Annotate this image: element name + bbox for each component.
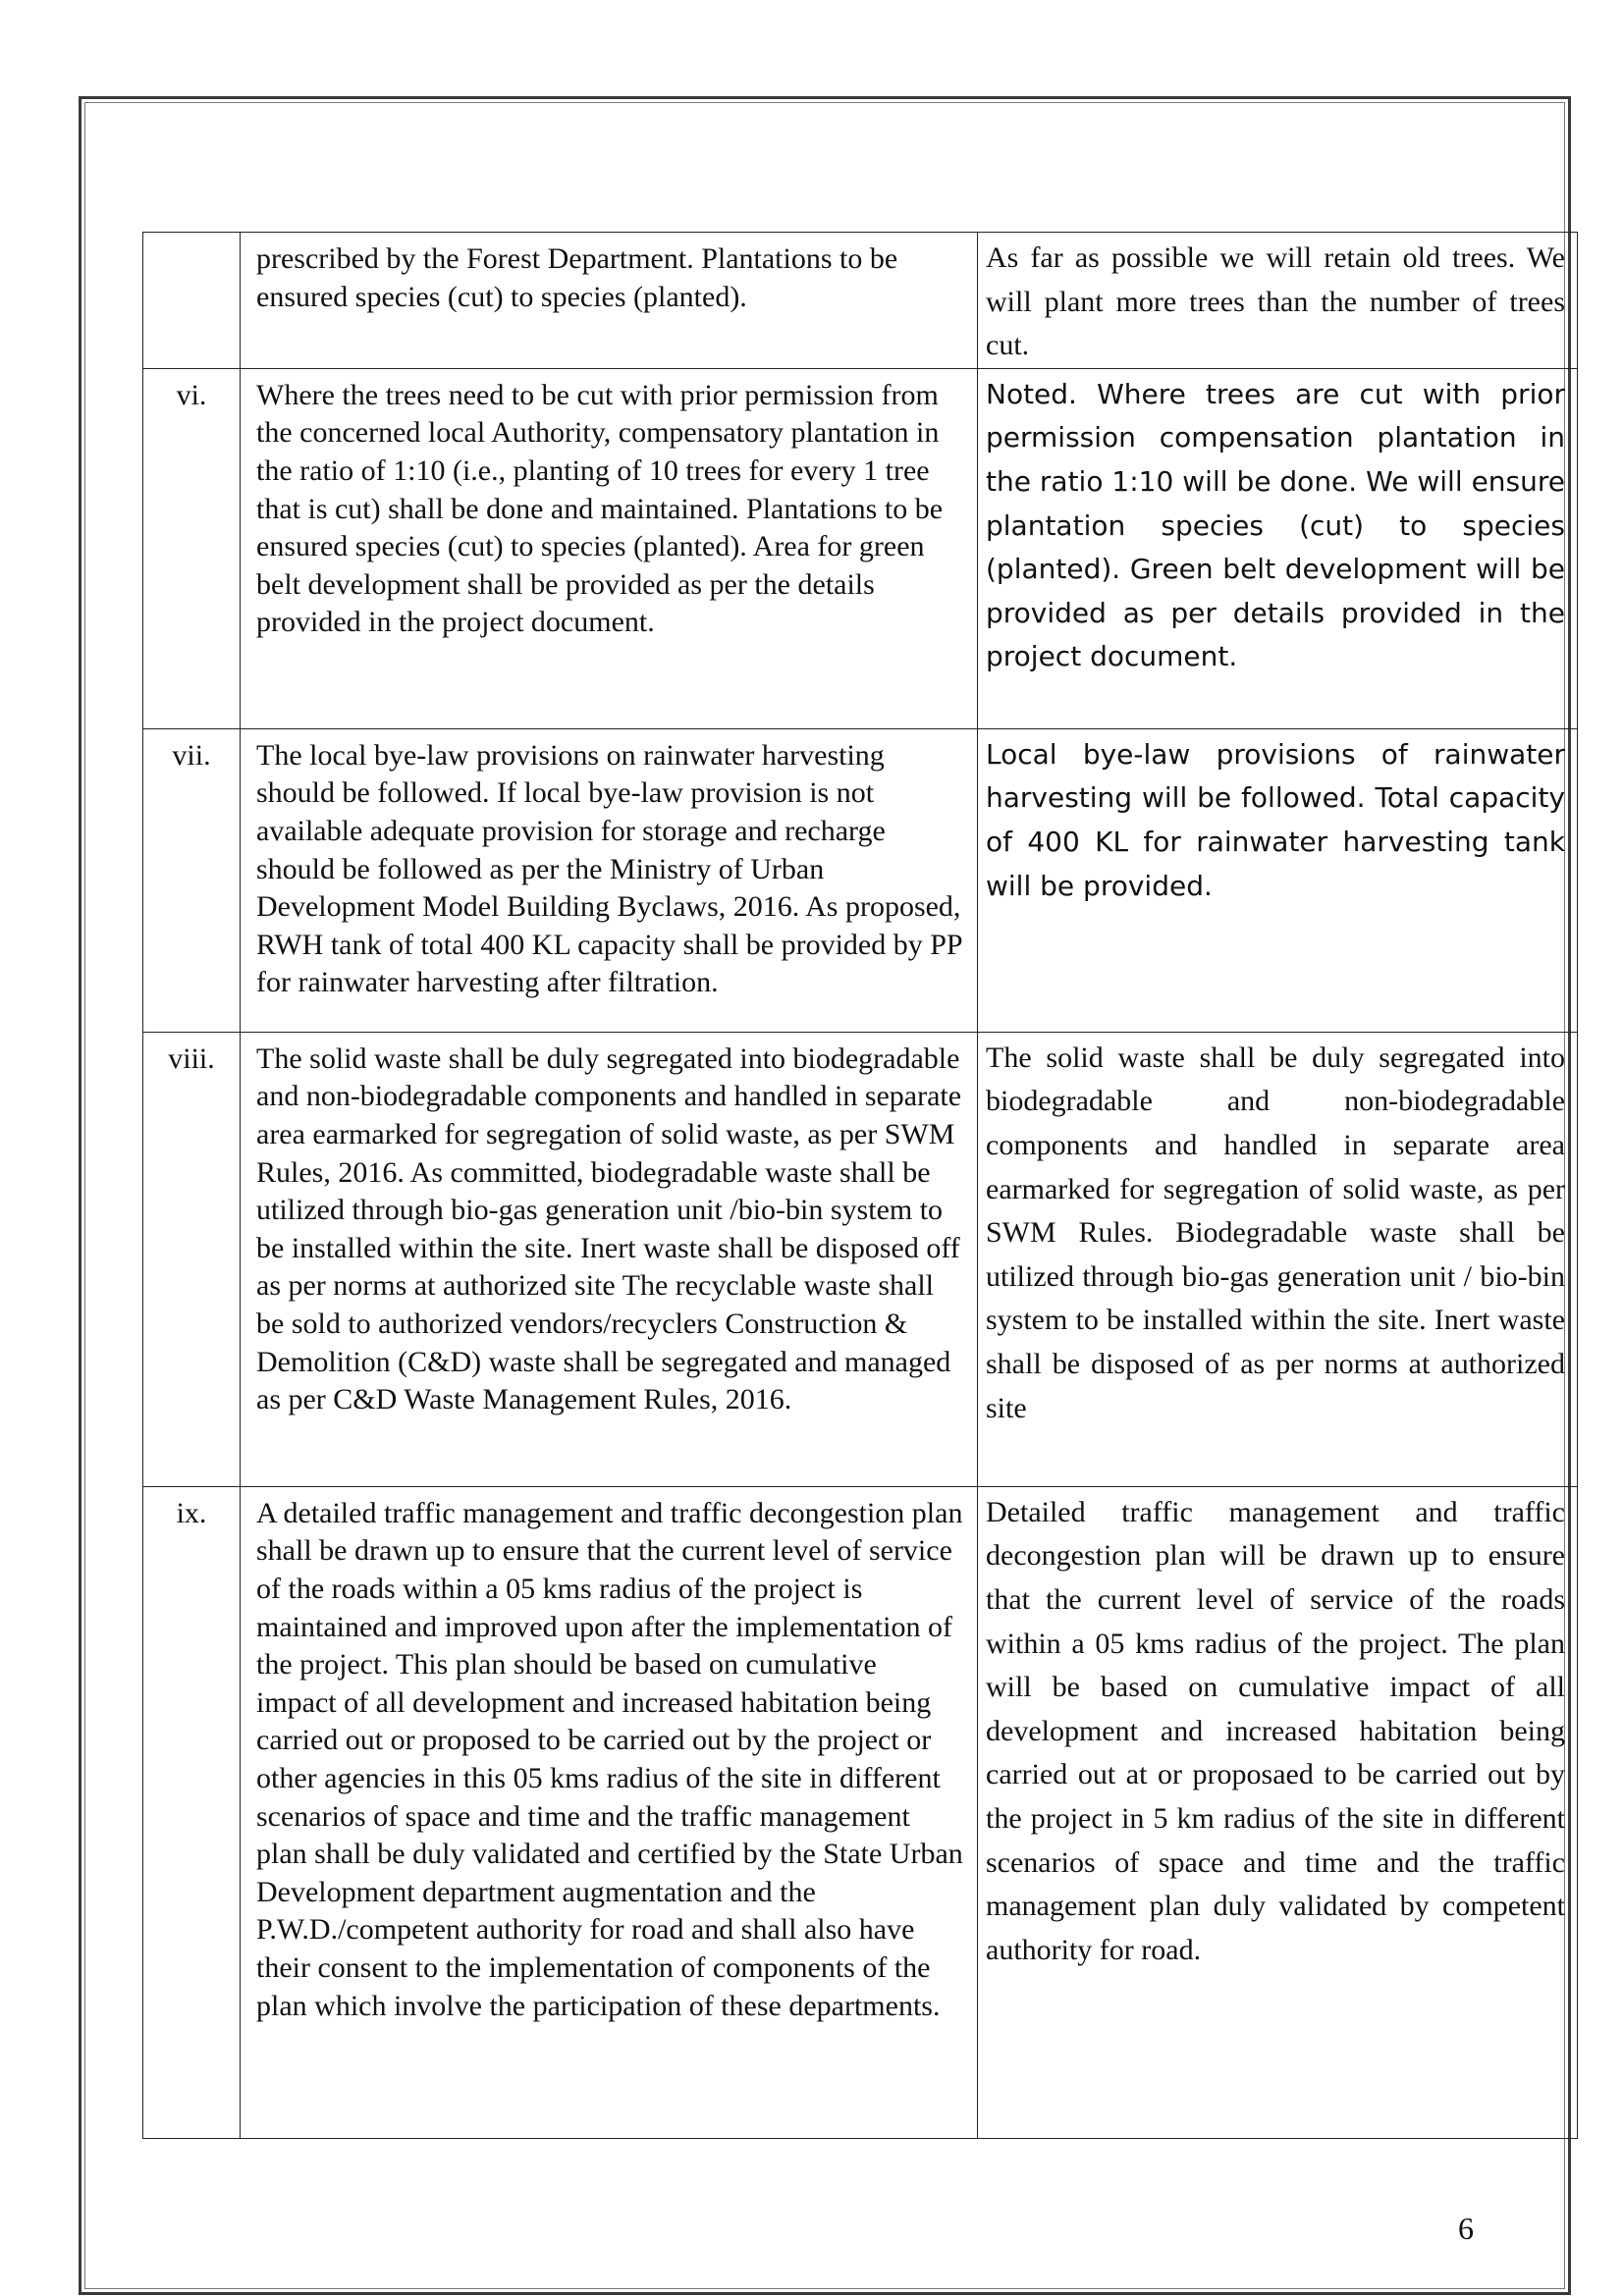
row-number: viii. <box>143 1032 241 1486</box>
table-row <box>143 1032 1578 1486</box>
condition-text: Where the trees need to be cut with prior permission from the concerned local Authority, compensatory plantation in the ratio of 1:10 (i.e., planting of 10 trees for every 1 tree that is cut) shall be done and maintained. Plantations to be ensured species (cut) to species (planted). Area for green belt development shall be provided as per the details provided in the project document. <box>241 368 978 728</box>
page-number: 6 <box>1458 2211 1474 2246</box>
response-text: Detailed traffic management and traffic decongestion plan will be drawn up to ensure that the current level of service of the roads within a 05 kms radius of the project. The plan will be based on cumulative impact of all development and increased habitation being carried out at or proposaed to be carried out by the project in 5 km radius of the site in different scenarios of space and time and the traffic management plan duly validated by competent authority for road. <box>978 1486 1578 2138</box>
condition-text: The local bye-law provisions on rainwater harvesting should be followed. If local bye-law provision is not available adequate provision for storage and recharge should be followed as per the Ministry of Urban Development Model Building Byclaws, 2016. As proposed, RWH tank of total 400 KL capacity shall be provided by PP for rainwater harvesting after filtration. <box>241 728 978 1032</box>
table-row <box>143 1486 1578 2138</box>
response-text: Noted. Where trees are cut with prior permission compensation plantation in the ratio 1:10 will be done. We will ensure plantation species (cut) to species (planted). Green belt development will be provided as per details provided in the project document. <box>978 368 1578 728</box>
condition-text: A detailed traffic management and traffic decongestion plan shall be drawn up to ensure that the current level of service of the roads within a 05 kms radius of the project is maintained and improved upon after the implementation of the project. This plan should be based on cumulative impact of all development and increased habitation being carried out or proposed to be carried out by the project or other agencies in this 05 kms radius of the site in different scenarios of space and time and the traffic management plan shall be duly validated and certified by the State Urban Development department augmentation and the P.W.D./competent authority for road and shall also have their consent to the implementation of components of the plan which involve the participation of these departments. <box>241 1486 978 2138</box>
row-number: vii. <box>143 728 241 1032</box>
response-text: The solid waste shall be duly segregated into biodegradable and non-biodegradable components and handled in separate area earmarked for segregation of solid waste, as per SWM Rules. Biodegradable waste shall be utilized through bio-gas generation unit / bio-bin system to be installed within the site. Inert waste shall be disposed of as per norms at authorized site <box>978 1032 1578 1486</box>
response-text: As far as possible we will retain old trees. We will plant more trees than the number of trees cut. <box>978 233 1578 369</box>
table-row <box>143 368 1578 728</box>
table-row <box>143 728 1578 1032</box>
condition-text: The solid waste shall be duly segregated into biodegradable and non-biodegradable components and handled in separate area earmarked for segregation of solid waste, as per SWM Rules, 2016. As committed, biodegradable waste shall be utilized through bio-gas generation unit /bio-bin system to be installed within the site. Inert waste shall be disposed off as per norms at authorized site The recyclable waste shall be sold to authorized vendors/recyclers Construction & Demolition (C&D) waste shall be segregated and managed as per C&D Waste Management Rules, 2016. <box>241 1032 978 1486</box>
row-number <box>143 233 241 369</box>
row-number: ix. <box>143 1486 241 2138</box>
table-row <box>143 233 1578 369</box>
compliance-table <box>142 232 1578 2139</box>
row-number: vi. <box>143 368 241 728</box>
condition-text: prescribed by the Forest Department. Plantations to be ensured species (cut) to species (planted). <box>241 233 978 369</box>
response-text: Local bye-law provisions of rainwater harvesting will be followed. Total capacity of 400 KL for rainwater harvesting tank will be provided. <box>978 728 1578 1032</box>
